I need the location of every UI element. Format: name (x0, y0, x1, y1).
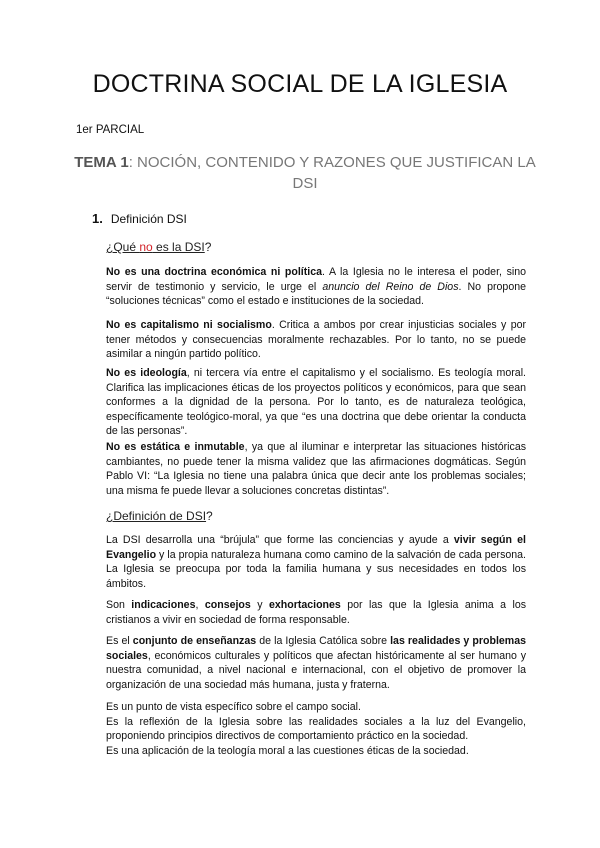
bold-text: indicaciones (131, 599, 196, 611)
paragraph-no-estatica (106, 440, 526, 498)
bold-text: No es una doctrina económica ni política (106, 266, 322, 278)
section-heading (92, 211, 187, 226)
subheading-part: es la DSI (152, 240, 205, 254)
tema-label: TEMA 1 (74, 154, 129, 171)
subheading-no: no (139, 240, 153, 254)
parcial-label: 1er PARCIAL (76, 124, 145, 136)
subheading-qmark: ? (204, 240, 212, 254)
paragraph-text: . No propone “soluciones técnicas” como el estado e instituciones de la sociedad. (106, 280, 526, 308)
paragraph-text: y la propia naturaleza humana como camino de la salvación de cada persona. La Iglesia se preocupa por toda la familia humana y sus necesidades en todos los ámbitos. (106, 548, 526, 590)
tema-heading (70, 152, 540, 194)
paragraph-puntos (106, 700, 526, 758)
paragraph-line: Es la reflexión de la Iglesia sobre las realidades sociales a la luz del Evangelio, proponiendo principios directivos de comportamiento práctico en la sociedad. (106, 715, 526, 743)
subheading-part: ¿Qué (106, 240, 140, 254)
paragraph-text: por las que la Iglesia anima a los cristianos a vivir en sociedad de forma responsable. (106, 599, 527, 626)
section-title: Definición DSI (110, 212, 187, 226)
paragraph-text: , económicos culturales y políticos que afectan históricamente al ser humano y nuestra comunidad, a nivel nacional e internacional, con el objetivo de promover la organización de una sociedad más humana, justa y fraterna. (106, 649, 526, 691)
document-title: DOCTRINA SOCIAL DE LA IGLESIA (92, 70, 508, 98)
bold-text: conjunto de enseñanzas (132, 635, 257, 647)
subheading-que-no-es (106, 240, 211, 254)
paragraph-line: Es un punto de vista específico sobre el campo social. (106, 701, 361, 713)
bold-text: las realidades y problemas sociales (106, 635, 526, 662)
paragraph-brujula (106, 533, 526, 591)
paragraph-no-ideologia (106, 366, 526, 439)
paragraph-text: . Critica a ambos por crear injusticias sociales y por tener métodos y consecuencias moralmente rechazables. Por lo tanto, no se puede asimilar a ningún partido político. (106, 319, 527, 361)
bold-text: exhortaciones (268, 599, 341, 611)
paragraph-indicaciones (106, 598, 526, 627)
bold-text: No es estática e inmutable (106, 441, 245, 453)
tema-text: : NOCIÓN, CONTENIDO Y RAZONES QUE JUSTIFICAN LA DSI (128, 154, 536, 192)
bold-text: No es capitalismo ni socialismo (106, 319, 272, 331)
paragraph-text: La DSI desarrolla una “brújula” que forme las conciencias y ayude a (106, 534, 454, 546)
paragraph-text: y (250, 599, 269, 611)
bold-text: No es ideología (106, 367, 187, 379)
bold-text: consejos (204, 599, 251, 611)
paragraph-text: , (195, 599, 205, 611)
subheading-qmark: ? (206, 509, 213, 523)
subheading-definicion (106, 509, 213, 523)
bold-text: vivir según el Evangelio (106, 534, 526, 561)
paragraph-text: , ya que al iluminar e interpretar las situaciones históricas cambiantes, no puede tener la misma validez que las afirmaciones dogmáticas. Según Pablo VI: “La Iglesia no tiene una palabra única que decir ante los problemas sociales; una misma fe puede llevar a soluciones concretas distintas”. (106, 441, 527, 497)
paragraph-text: de la Iglesia Católica sobre (256, 635, 391, 647)
paragraph-no-doctrina (106, 265, 526, 309)
paragraph-text: Es el (106, 635, 133, 647)
section-number: 1. (92, 211, 103, 226)
paragraph-conjunto (106, 634, 526, 692)
paragraph-no-capitalismo (106, 318, 526, 362)
paragraph-text: , ni tercera vía entre el capitalismo y el socialismo. Es teología moral. Clarifica las implicaciones éticas de los proyectos políticos y económicos, para que sean conformes a la dignidad de la persona. Por lo tanto, es de naturaleza teológica, específicamente teológico-moral, ya que “es una doctrina que debe orientar la conducta de las personas”. (106, 367, 526, 438)
paragraph-text: Son (106, 599, 132, 611)
italic-text: anuncio del Reino de Dios (322, 280, 459, 293)
paragraph-text: . A la Iglesia no le interesa el poder, sino servir de testimonio y servicio, le urge el (106, 266, 526, 293)
subheading-part: ¿Definición de DSI (106, 509, 207, 523)
paragraph-line: Es una aplicación de la teología moral a las cuestiones éticas de la sociedad. (106, 744, 469, 757)
